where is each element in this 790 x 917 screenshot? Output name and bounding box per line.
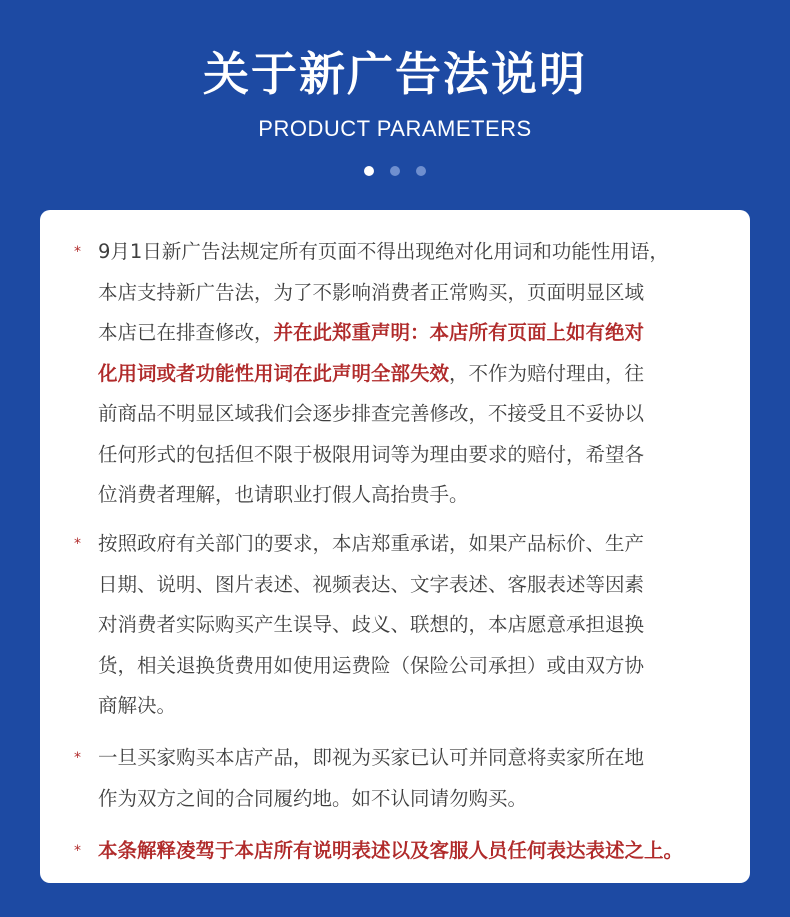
page-subtitle: PRODUCT PARAMETERS — [258, 116, 532, 141]
text-line: 日期、说明、图片表述、视频表达、文字表述、客服表述等因素 — [98, 572, 645, 596]
text-segment: 本店已在排查修改， — [98, 321, 274, 344]
text-line: 作为双方之间的合同履约地。如不认同请勿购买。 — [98, 786, 528, 810]
text-segment: ，不作为赔付理由，往 — [449, 361, 645, 385]
pagination-dot-3 — [416, 166, 426, 176]
highlighted-statement: 本条解释凌驾于本店所有说明表述以及客服人员任何表达表述之上。 — [98, 839, 684, 862]
text-line: 货，相关退换货费用如使用运费险（保险公司承担）或由双方协 — [98, 653, 645, 677]
bullet-star-icon: * — [74, 536, 81, 552]
pagination-dot-2 — [390, 166, 400, 176]
pagination-dot-1 — [364, 166, 374, 176]
page-title: 关于新广告法说明 — [203, 47, 587, 101]
text-line — [98, 313, 738, 354]
paragraph-text — [98, 232, 738, 516]
text-line: 前商品不明显区域我们会逐步排查完善修改，不接受且不妥协以 — [98, 402, 645, 425]
text-line: 本店支持新广告法，为了不影响消费者正常购买，页面明显区域 — [98, 280, 645, 304]
bullet-star-icon: * — [74, 750, 81, 766]
text-line: 对消费者实际购买产生误导、歧义、联想的，本店愿意承担退换 — [98, 613, 645, 636]
pagination-dots — [0, 166, 790, 176]
paragraph-text — [98, 524, 738, 727]
text-line: 任何形式的包括但不限于极限用词等为理由要求的赔付，希望各 — [98, 442, 645, 466]
header — [0, 0, 790, 210]
text-line: 一旦买家购买本店产品，即视为买家已认可并同意将卖家所在地 — [98, 746, 645, 769]
text-line: 9月1日新广告法规定所有页面不得出现绝对化用词和功能性用语， — [98, 240, 669, 263]
text-line: 按照政府有关部门的要求，本店郑重承诺，如果产品标价、生产 — [98, 532, 645, 555]
highlighted-statement: 化用词或者功能性用词在此声明全部失效 — [98, 361, 450, 385]
bullet-star-icon: * — [74, 843, 81, 859]
paragraph-text — [98, 738, 738, 819]
notice-card — [40, 210, 750, 883]
text-line: 商解决。 — [98, 694, 177, 717]
text-line: 位消费者理解，也请职业打假人高抬贵手。 — [98, 483, 469, 506]
paragraph-text — [98, 831, 738, 872]
bullet-star-icon: * — [74, 244, 81, 260]
highlighted-statement: 并在此郑重声明：本店所有页面上如有绝对 — [273, 321, 645, 344]
text-line — [98, 354, 738, 395]
